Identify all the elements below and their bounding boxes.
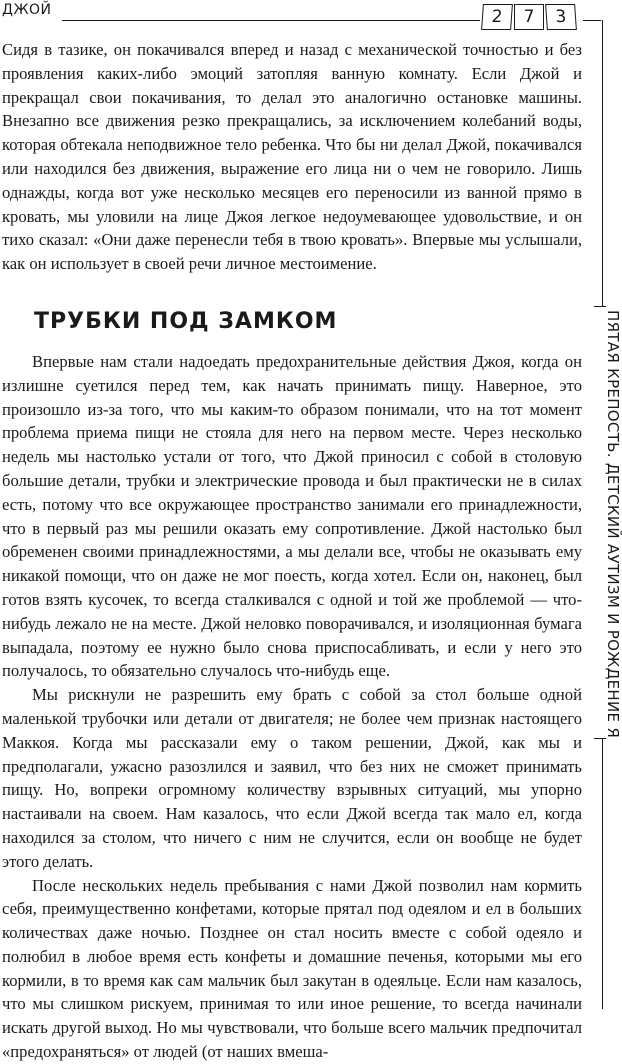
- side-tick-top: [594, 306, 606, 307]
- page-number: [482, 4, 576, 30]
- header-rule-right: [583, 20, 601, 21]
- chapter-vertical-title: ПЯТАЯ КРЕПОСТЬ. ДЕТСКИЙ АУТИЗМ И РОЖДЕНИЕ Я: [604, 309, 622, 739]
- paragraph: Впервые нам стали надоедать предохранительные действия Джоя, когда он излишне суетился перед тем, как начать принимать пищу. Наверное, это произошло из-за того, что мы каким-то образом понимали, что на тот момент проблема приема пищи не стояла для него на первом месте. Через несколько недель мы настолько устали от того, что Джой приносил с собой в столовую большие детали, трубки и электрические провода и был практически не в силах есть, потому что все окружающее пространство занимали его принадлежности, что в первый раз мы решили оказать ему сопротивление. Джой настолько был обременен своими принадлежностями, а мы делали все, чтобы не оказывать ему никакой помощи, что он даже не мог поесть, когда хотел. Если он, наконец, был готов взять кусочек, то всегда сталкивался с одной и той же проблемой — что-нибудь лежало не на месте. Джой неловко поворачивался, и изоляционная бумага выпадала, поэтому ее нужно было снова приспосабливать, и если у него это получалось, то обязательно случалось что-нибудь еще.: [2, 351, 582, 681]
- paragraph: Мы рискнули не разрешить ему брать с собой за стол больше одной маленькой трубочки или детали от двигателя; не более чем признак настоящего Маккоя. Когда мы рассказали ему о таком решении, Джой, как мы и предполагали, ужасно разозлился и заявил, что без них не сможет принимать пищу. Но, вопреки огромному количеству взрывных ситуаций, мы упорно настаивали на своем. Нам казалось, что если Джой всегда так мало ел, когда находился за столом, что ничего с ним не случится, если он вообще не будет этого делать.: [2, 685, 582, 871]
- section-heading: ТРУБКИ ПОД ЗАМКОМ: [34, 308, 338, 334]
- paragraph: Сидя в тазике, он покачивался вперед и назад с механической точностью и без проявления каких-либо эмоций затопляя ванную комнату. Если Джой и прекращал свои покачивания, то делал это аналогично остановке машины. Внезапно все движения резко прекращались, за исключением колебаний воды, которая обтекала неподвижное тело ребенка. Что бы ни делал Джой, покачивался или находился без движения, выражение его лица ни о чем не говорило. Лишь однажды, когда вот уже несколько месяцев его переносили из ванной прямо в кровать, мы уловили на лице Джоя легкое недоумевающее удовольствие, и он тихо сказал: «Они даже перенесли тебя в твою кровать». Впервые мы услышали, как он использует в своей речи личное местоимение.: [2, 40, 582, 274]
- header-rule: [62, 20, 480, 21]
- side-rule-bottom: [602, 738, 603, 1009]
- page-digit: 3: [545, 4, 577, 30]
- side-rule-top: [602, 20, 603, 306]
- paragraph: После нескольких недель пребывания с нами Джой позволил нам кормить себя, преимущественно конфетами, которые прятал под одеялом и ел в больших количествах даже ночью. Позднее он стал носить вместе с собой одеяло и полюбил в любое время есть конфеты и домашние печенья, которыми мы его кормили, в то время как сам мальчик был закутан в одеяльце. Если нам казалось, что мы слишком рискуем, принимая то или иное решение, то всегда начинали искать другой выход. Но мы чувствовали, что больше всего мальчик предпочитал «предохраняться» от людей (от наших вмеша-: [2, 875, 582, 1062]
- page-body: [2, 38, 582, 1064]
- side-tick-bottom: [594, 738, 606, 739]
- page-digit: 2: [481, 4, 513, 30]
- running-head: ДЖОЙ: [2, 2, 52, 18]
- page-digit: 7: [514, 4, 544, 30]
